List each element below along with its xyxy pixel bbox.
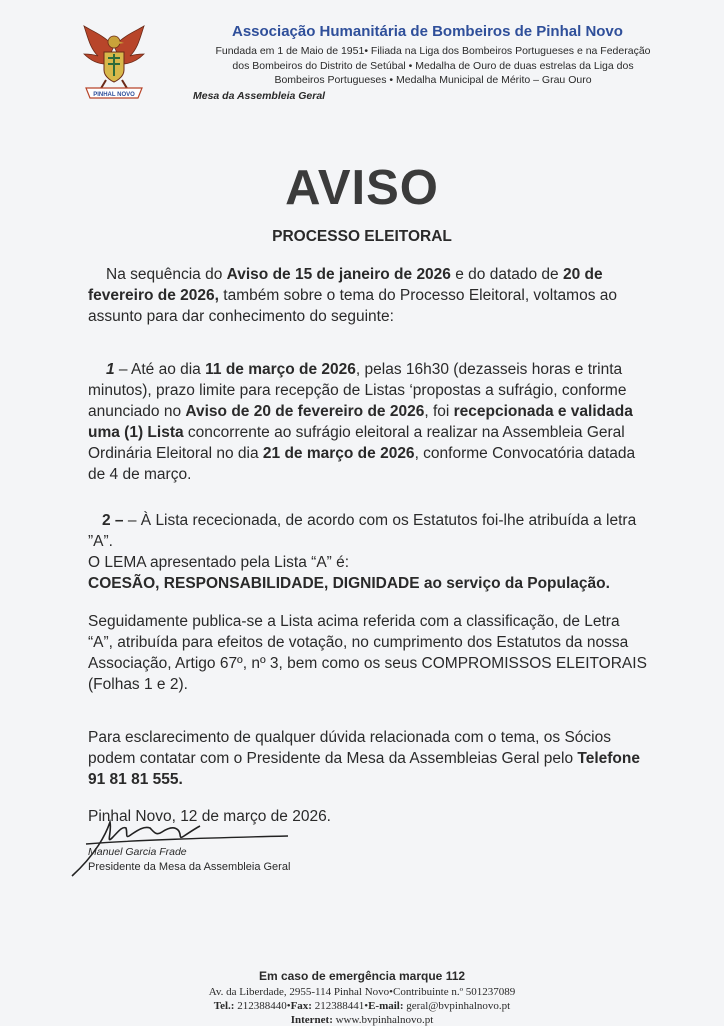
fax-label: Fax: bbox=[290, 1000, 312, 1012]
emergency-notice: Em caso de emergência marque 112 bbox=[258, 969, 466, 983]
bold-text-run: – bbox=[110, 512, 124, 529]
intro-paragraph bbox=[88, 264, 648, 327]
signatory-name: Manuel Garcia Frade bbox=[88, 846, 187, 858]
text-run: Na sequência do bbox=[106, 266, 227, 283]
organization-name: Associação Humanitária de Bombeiros de Pinhal Novo bbox=[232, 23, 623, 40]
internet-value: www.bvpinhalnovo.pt bbox=[332, 1014, 434, 1026]
internet-label: Internet: bbox=[290, 1014, 333, 1026]
bold-text-run: Aviso de 20 de fevereiro de 2026 bbox=[185, 403, 425, 420]
bold-text-run: recepcionada e validada uma (1) Lista bbox=[88, 403, 633, 441]
text-run: e do datado de bbox=[450, 266, 563, 283]
place-and-date: Pinhal Novo, 12 de março de 2026. bbox=[88, 808, 331, 825]
text-run: – À Lista rececionada, de acordo com os Estatutos foi-lhe atribuída a letra ”A”. bbox=[88, 512, 637, 550]
text-run: , pelas 16h30 (dezasseis horas e trinta minutos), prazo limite para recepção de Listas ‘propostas a sufrágio, conforme anunciado no bbox=[88, 361, 627, 420]
list-publication-paragraph: Seguidamente publica-se a Lista acima referida com a classificação, de Letra “A”, atribuída para efeitos de votação, no cumprimento dos Estatutos da nossa Associação, Artigo 67º, nº 3, bem como os seus COMPROMISSOS ELEITORAIS (Folhas 1 e 2). bbox=[88, 613, 647, 693]
text-run: também sobre o tema do Processo Eleitoral, voltamos ao assunto para dar conhecimento do seguinte: bbox=[88, 287, 618, 325]
bold-text-run: Aviso de 15 de janeiro de 2026 bbox=[226, 266, 451, 283]
footer-internet bbox=[0, 1014, 724, 1026]
text-run: – Até ao dia bbox=[114, 361, 206, 378]
footer-address: Av. da Liberdade, 2955-114 Pinhal Novo•Contribuinte n.º 501237089 bbox=[208, 986, 516, 998]
point-2-paragraph bbox=[88, 510, 648, 594]
bold-text-run: 21 de março de 2026 bbox=[262, 445, 415, 462]
contact-paragraph bbox=[88, 727, 648, 790]
point-number: 1 bbox=[106, 361, 115, 378]
phone-number: Telefone 91 81 81 555. bbox=[88, 750, 640, 788]
organization-description-line: Fundada em 1 de Maio de 1951• Filiada na Liga dos Bombeiros Portugueses e na Federação bbox=[215, 45, 651, 57]
point-1-paragraph bbox=[88, 359, 648, 485]
footer-contacts bbox=[0, 1000, 724, 1012]
bold-text-run: 11 de março de 2026 bbox=[205, 361, 356, 378]
tel-label: Tel.: bbox=[213, 1000, 235, 1012]
tel-value: 212388440• bbox=[234, 1000, 291, 1012]
email-label: E-mail: bbox=[368, 1000, 404, 1012]
organization-description bbox=[193, 44, 673, 88]
department-label: Mesa da Assembleia Geral bbox=[193, 90, 326, 102]
text-run: concorrente ao sufrágio eleitoral a realizar na Assembleia Geral Ordinária Eleitoral no dia bbox=[88, 424, 625, 462]
notice-subtitle: PROCESSO ELEITORAL bbox=[272, 228, 452, 245]
point-2-line bbox=[88, 510, 648, 552]
text-run: , foi bbox=[424, 403, 454, 420]
email-value: geral@bvpinhalnovo.pt bbox=[403, 1000, 511, 1012]
lema-text: COESÃO, RESPONSABILIDADE, DIGNIDADE ao serviço da População. bbox=[88, 575, 610, 592]
organization-description-line: Bombeiros Portugueses • Medalha Municipal de Mérito – Grau Ouro bbox=[274, 74, 592, 86]
text-run: Para esclarecimento de qualquer dúvida relacionada com o tema, os Sócios podem contatar com o Presidente da Mesa da Assembleias Geral pelo bbox=[88, 729, 611, 767]
lema-intro: O LEMA apresentado pela Lista “A” é: bbox=[88, 554, 350, 571]
bold-text-run: 20 de fevereiro de 2026, bbox=[88, 266, 603, 304]
organization-description-line: dos Bombeiros do Distrito de Setúbal • Medalha de Ouro de duas estrelas da Liga dos bbox=[232, 59, 634, 72]
fire-brigade-crest-logo bbox=[80, 24, 148, 102]
signatory-role: Presidente da Mesa da Assembleia Geral bbox=[88, 861, 291, 873]
svg-text:PINHAL NOVO: PINHAL NOVO bbox=[93, 92, 135, 98]
fax-value: 212388441• bbox=[311, 1000, 369, 1012]
point-number: 2 bbox=[102, 512, 111, 529]
text-run: , conforme Convocatória datada de 4 de março. bbox=[88, 445, 636, 483]
notice-title: AVISO bbox=[285, 161, 439, 215]
